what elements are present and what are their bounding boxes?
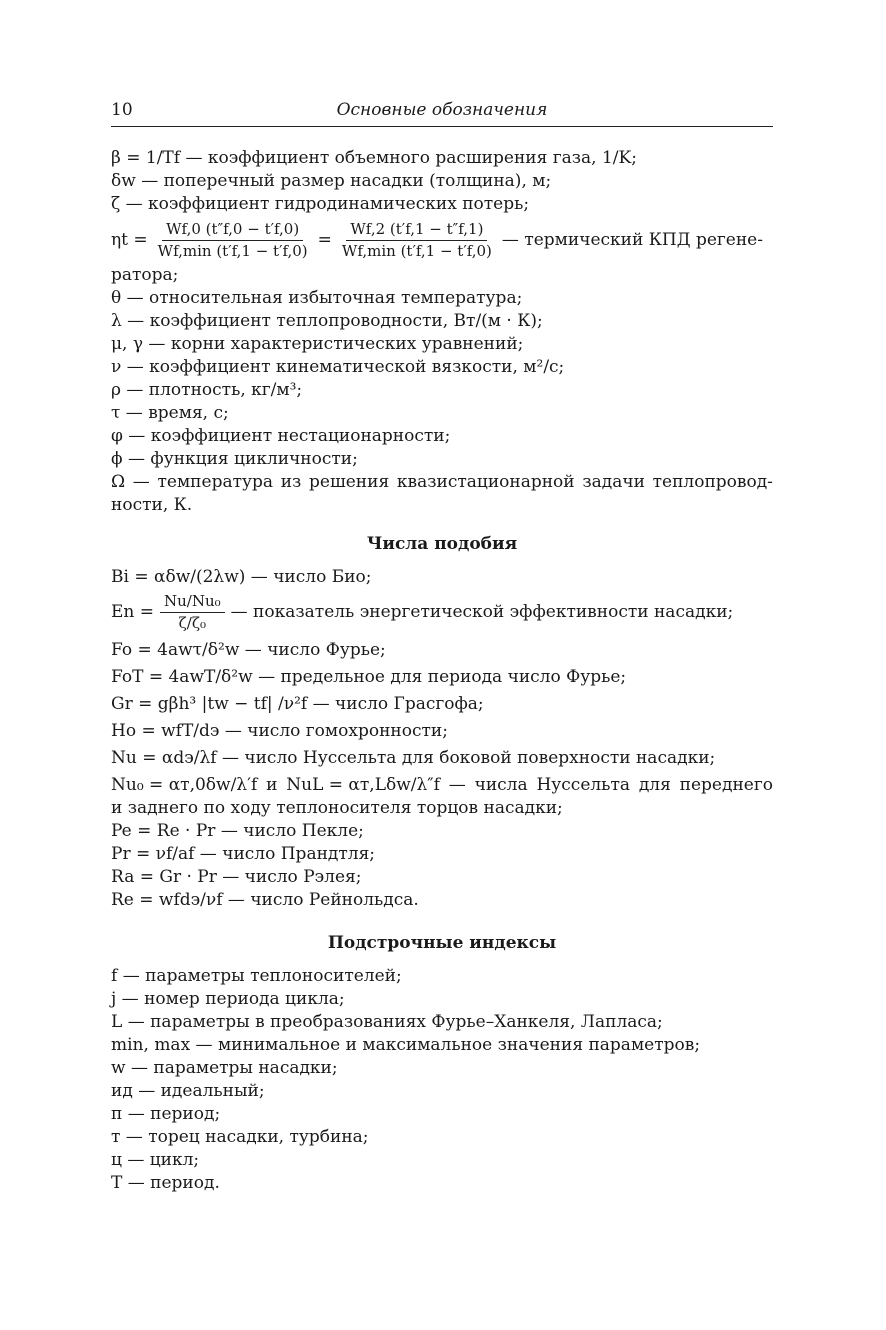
eta-frac1-numerator: Wf,0 (t″f,0 − t′f,0)	[162, 220, 303, 241]
symbol-lambda: λ — коэффициент теплопроводности, Вт/(м · К);	[111, 311, 543, 331]
symbol-rho: ρ — плотность, кг/м³;	[111, 380, 303, 400]
similarity-nu: Nu = αdэ/λf — число Нуссельта для боковой поверхности насадки;	[111, 748, 716, 768]
similarity-bi: Bi = αδw/(2λw) — число Био;	[111, 567, 372, 587]
symbol-nu: ν — коэффициент кинематической вязкости, м²/с;	[111, 357, 565, 377]
symbol-omega-line2: ности, К.	[111, 495, 193, 515]
eta-frac2-numerator: Wf,2 (t′f,1 − t″f,1)	[346, 220, 487, 241]
nu0-word: Нуссельта	[536, 775, 630, 795]
similarity-fo-t: FoT = 4awT/δ²w — предельное для периода число Фурье;	[111, 667, 627, 687]
eta-continuation: ратора;	[111, 265, 179, 285]
page-content	[111, 147, 773, 1195]
symbol-omega-line1	[111, 471, 773, 494]
nu0-word: числа	[474, 775, 528, 795]
eta-equals: =	[317, 229, 332, 250]
symbol-phi: ϕ — функция цикличности;	[111, 449, 358, 469]
omega-word: Ω	[111, 472, 126, 492]
similarity-ra: Ra = Gr · Pr — число Рэлея;	[111, 867, 362, 887]
nu0-word: для	[638, 775, 671, 795]
nu0-word: —	[448, 775, 466, 795]
symbol-eta-formula	[111, 216, 773, 264]
subscript-t: т — торец насадки, турбина;	[111, 1127, 369, 1147]
en-description: — показатель энергетической эффективности насадки;	[230, 601, 734, 622]
omega-word: из	[280, 472, 302, 492]
subscript-T: T — период.	[111, 1173, 220, 1193]
similarity-nu0-line2: и заднего по ходу теплоносителя торцов насадки;	[111, 798, 563, 818]
nu0-word: NuL = αт,Lδw/λ″f	[286, 775, 440, 795]
similarity-nu0-line1	[111, 774, 773, 797]
eta-lhs: ηt =	[111, 229, 148, 250]
nu0-word: и	[266, 775, 278, 795]
symbol-beta: β = 1/Tf — коэффициент объемного расширения газа, 1/K;	[111, 148, 637, 168]
omega-word: решения	[309, 472, 390, 492]
subscript-ts: ц — цикл;	[111, 1150, 200, 1170]
symbol-delta-w: δw — поперечный размер насадки (толщина), м;	[111, 171, 552, 191]
eta-description: — термический КПД регене-	[501, 229, 763, 250]
similarity-pr: Pr = νf/af — число Прандтля;	[111, 844, 376, 864]
subscript-l: L — параметры в преобразованиях Фурье–Ханкеля, Лапласа;	[111, 1012, 663, 1032]
page-header	[111, 100, 773, 127]
subscript-f: f — параметры теплоносителей;	[111, 966, 402, 986]
en-lhs: En =	[111, 601, 155, 622]
symbol-zeta: ζ — коэффициент гидродинамических потерь;	[111, 194, 530, 214]
similarity-fo: Fo = 4awτ/δ²w — число Фурье;	[111, 640, 386, 660]
symbol-varphi: φ — коэффициент нестационарности;	[111, 426, 451, 446]
omega-word: температура	[157, 472, 274, 492]
subscript-min-max: min, max — минимальное и максимальное значения параметров;	[111, 1035, 701, 1055]
similarity-en	[111, 589, 773, 635]
en-denominator: ζ/ζ₀	[178, 613, 206, 632]
section-title-similarity: Числа подобия	[366, 534, 518, 554]
en-numerator: Nu/Nu₀	[160, 592, 225, 613]
subscript-w: w — параметры насадки;	[111, 1058, 338, 1078]
omega-word: задачи	[582, 472, 645, 492]
symbol-tau: τ — время, с;	[111, 403, 229, 423]
similarity-re: Re = wfdэ/νf — число Рейнольдса.	[111, 890, 419, 910]
similarity-pe: Pe = Re · Pr — число Пекле;	[111, 821, 364, 841]
omega-word: квазистационарной	[396, 472, 575, 492]
nu0-word: Nu₀ = αт,0δw/λ′f	[111, 775, 258, 795]
subscript-p: п — период;	[111, 1104, 221, 1124]
en-fraction	[160, 592, 225, 633]
eta-frac2-denominator: Wf,min (t′f,1 − t′f,0)	[341, 241, 492, 260]
subscript-j: j — номер периода цикла;	[111, 989, 345, 1009]
nu0-word: переднего	[679, 775, 773, 795]
section-title-subscripts: Подстрочные индексы	[327, 933, 557, 953]
omega-word: —	[132, 472, 150, 492]
eta-frac1-denominator: Wf,min (t′f,1 − t′f,0)	[157, 241, 308, 260]
eta-fraction-1	[154, 220, 312, 261]
eta-fraction-2	[338, 220, 496, 261]
symbol-theta: θ — относительная избыточная температура;	[111, 288, 523, 308]
similarity-ho: Ho = wfT/dэ — число гомохронности;	[111, 721, 448, 741]
similarity-gr: Gr = gβh³ |tw − tf| /ν²f — число Грасгофа;	[111, 694, 484, 714]
omega-word: теплопровод-	[652, 472, 773, 492]
symbol-mu-gamma: μ, γ — корни характеристических уравнений;	[111, 334, 524, 354]
running-head: Основные обозначения	[336, 100, 548, 120]
book-page	[111, 100, 773, 1195]
page-number: 10	[111, 100, 133, 120]
subscript-id: ид — идеальный;	[111, 1081, 265, 1101]
